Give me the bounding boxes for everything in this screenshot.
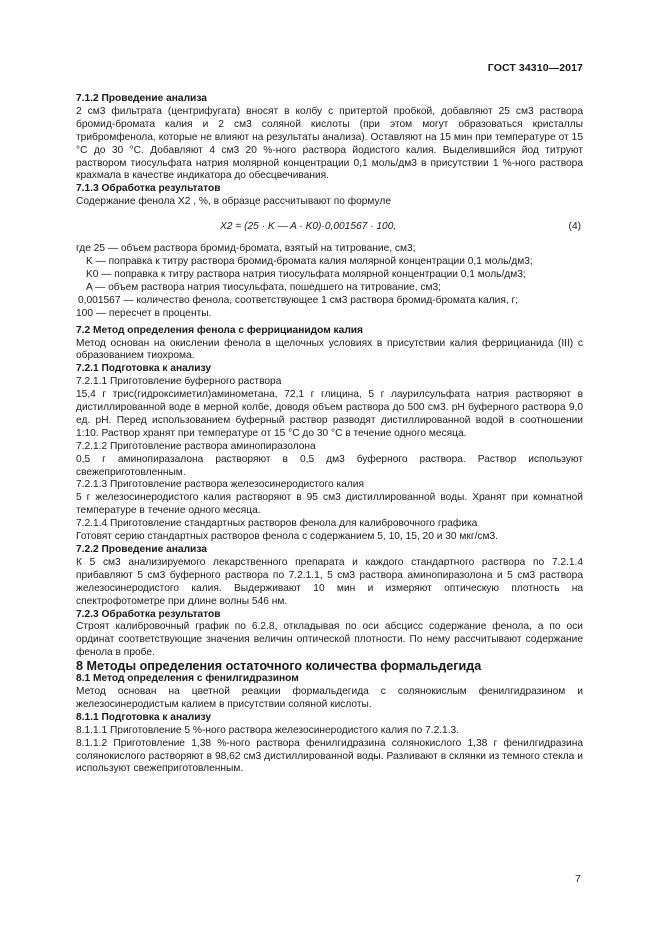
section-8-1-1-2-text: 8.1.1.2 Приготовление 1,38 %-ного раствора фенилгидразина солянокислого 1,38 г фенилгидразина солянокислого растворяют в 98,62 см3 дистиллированной воды. Разливают в склянки из темного стекла и используют свежеприготовленным. bbox=[76, 737, 583, 775]
where-item-25: где 25 — объем раствора бромид-бромата, взятый на титрование, см3; bbox=[76, 243, 416, 255]
section-7-2-1-3-text: 5 г железосинеродистого калия растворяют в 95 см3 дистиллированной воды. Хранят при комнатной температуре в течение одного месяца. bbox=[76, 492, 583, 517]
document-body bbox=[76, 93, 583, 776]
section-7-2-1-4-title: 7.2.1.4 Приготовление стандартных растворов фенола для калибровочного графика bbox=[76, 518, 478, 530]
section-7-2-1-1-text: 15,4 г трис(гидроксиметил)аминометана, 72,1 г глицина, 5 г лаурилсульфата натрия растворяют в дистиллированной воде в мерной колбе, доводя объем раствора до 500 см3. рН буферного раствора 9,0 ед. рН. Перед использованием буферный раствор разводят дистиллированной водой в соотношении 1:10. Раствор хранят при температуре от 15 °С до 30 °С в течение одного месяца. bbox=[76, 389, 583, 439]
section-7-2-title: 7.2 Метод определения фенола с феррицианидом калия bbox=[76, 324, 363, 336]
document-header-id: ГОСТ 34310—2017 bbox=[487, 62, 583, 74]
section-8-1-1-1-text: 8.1.1.1 Приготовление 5 %-ного раствора железосинеродистого калия по 7.2.1.3. bbox=[76, 724, 460, 736]
section-7-2-1-2-text: 0,5 г аминопиразалона растворяют в 0,5 дм3 буферного раствора. Раствор используют свежеприготовленным. bbox=[76, 453, 583, 478]
section-7-1-2-text: 2 см3 фильтрата (центрифугата) вносят в колбу с притертой пробкой, добавляют 25 см3 раствора бромид-бромата калия и 2 см3 соляной кислоты (при этом могут образоваться кристаллы трибромфенола, которые не влияют на результаты анализа). Оставляют на 15 мин при температуре от 15 °С до 30 °С. Добавляют 4 см3 20 %-ного раствора йодистого калия. Выделившийся йод титруют раствором тиосульфата натрия молярной концентрации 0,1 моль/дм3 в присутствии 1 %-ного раствора крахмала в качестве индикатора до обесцвечивания. bbox=[76, 105, 583, 182]
where-item-k: K — поправка к титру раствора бромид-бромата калия молярной концентрации 0,1 моль/дм3; bbox=[86, 256, 533, 268]
formula-number: (4) bbox=[568, 221, 581, 233]
section-8-1-text: Метод основан на цветной реакции формальдегида с солянокислым фенилгидразином и железосинеродистым калием в присутствии соляной кислоты. bbox=[76, 685, 583, 710]
formula-intro: Содержание фенола Х2 , %, в образце рассчитывают по формуле bbox=[76, 196, 392, 208]
section-7-2-1-4-text: Готовят серию стандартных растворов фенола с содержанием 5, 10, 15, 20 и 30 мкг/см3. bbox=[76, 531, 499, 543]
section-7-2-1-title: 7.2.1 Подготовка к анализу bbox=[76, 363, 212, 375]
section-7-1-3-title: 7.1.3 Обработка результатов bbox=[76, 183, 221, 195]
section-7-2-2-text: К 5 см3 анализируемого лекарственного препарата и каждого стандартного раствора по 7.2.1.4 прибавляют 5 см3 буферного раствора по 7.2.1.1, 5 см3 раствора аминопиразолона и 5 см3 раствора железосинеродистого калия. Выдерживают 10 мин и измеряют оптическую плотность на спектрофотометре при длине волны 546 нм. bbox=[76, 556, 583, 607]
section-7-2-3-text: Строят калибровочный график по 6.2.8, откладывая по оси абсцисс содержание фенола, а по оси ординат соответствующие значения величин оптической плотности. По нему рассчитывают содержание фенола в пробе. bbox=[76, 621, 583, 659]
section-8-heading: 8 Методы определения остаточного количества формальдегида bbox=[76, 659, 482, 674]
section-7-2-1-3-title: 7.2.1.3 Приготовление раствора железосинеродистого калия bbox=[76, 479, 364, 491]
section-8-1-1-title: 8.1.1 Подготовка к анализу bbox=[76, 711, 212, 723]
section-7-2-1-1-title: 7.2.1.1 Приготовление буферного раствора bbox=[76, 376, 282, 388]
where-item-100: 100 — пересчет в проценты. bbox=[76, 307, 212, 319]
section-7-2-text: Метод основан на окислении фенола в щелочных условиях в присутствии калия феррицианида (III) с образованием тиохрома. bbox=[76, 337, 583, 362]
page-number: 7 bbox=[575, 873, 581, 885]
formula-expression: X2 = (25 · K — A · K0)·0,001567 · 100, bbox=[220, 221, 397, 233]
section-7-2-2-title: 7.2.2 Проведение анализа bbox=[76, 544, 207, 555]
where-item-a: A — объем раствора натрия тиосульфата, пошедшего на титрование, см3; bbox=[86, 281, 441, 293]
section-7-1-2-title: 7.1.2 Проведение анализа bbox=[76, 93, 207, 104]
section-7-2-3-title: 7.2.3 Обработка результатов bbox=[76, 608, 221, 620]
section-7-2-1-2-title: 7.2.1.2 Приготовление раствора аминопиразолона bbox=[76, 440, 316, 452]
section-8-1-title: 8.1 Метод определения с фенилгидразином bbox=[76, 673, 299, 685]
formula-4 bbox=[76, 219, 583, 237]
where-item-0001567: 0,001567 — количество фенола, соответствующее 1 см3 раствора бромид-бромата калия, г; bbox=[78, 294, 519, 306]
where-item-k0: K0 — поправка к титру раствора натрия тиосульфата молярной концентрации 0,1 моль/дм3; bbox=[86, 268, 526, 280]
